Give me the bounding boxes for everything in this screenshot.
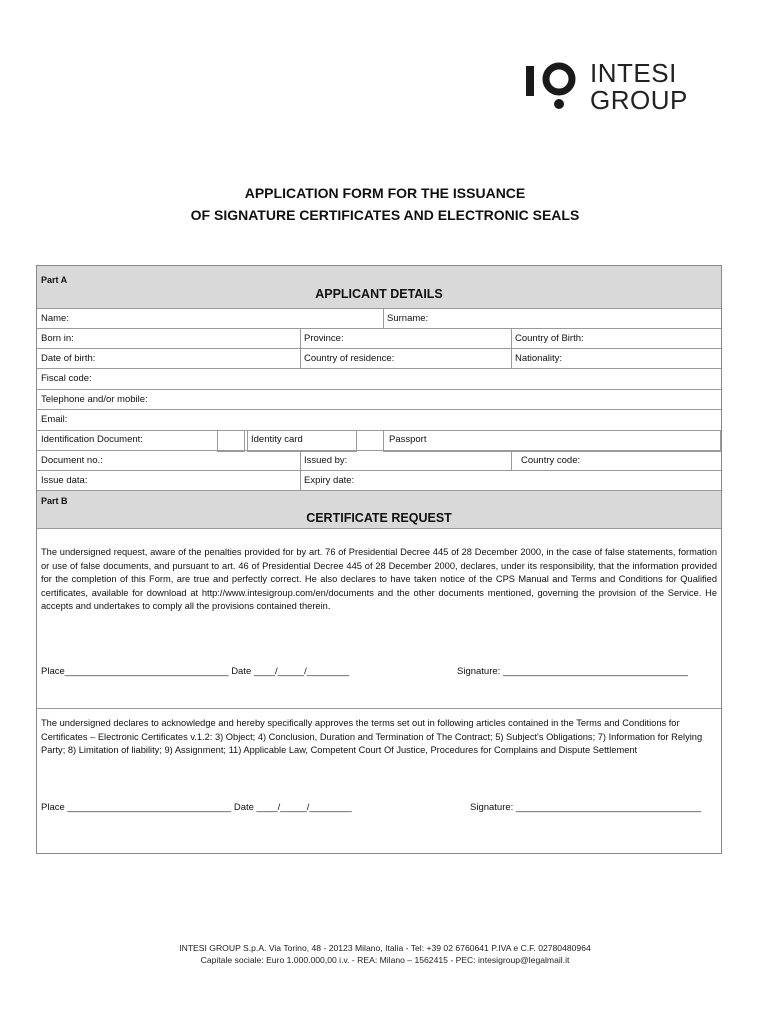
signature-line-2[interactable]: Signature: ___________________________________	[470, 802, 701, 813]
column-divider	[383, 308, 384, 328]
intesi-logo-mark-icon	[524, 60, 584, 112]
country-code-field[interactable]: Country code:	[521, 455, 581, 466]
country-of-birth-field[interactable]: Country of Birth:	[515, 333, 584, 344]
fiscal-code-field[interactable]: Fiscal code:	[41, 373, 92, 384]
logo-text-intesi: INTESI	[590, 58, 677, 88]
nationality-field[interactable]: Nationality:	[515, 353, 562, 364]
part-b-title: CERTIFICATE REQUEST	[306, 511, 452, 525]
footer-company-info: Capitale sociale: Euro 1.000.000,00 i.v. - REA: Milano – 1562415 - PEC: intesigroup@legalmail.it	[200, 955, 570, 965]
expiry-date-field[interactable]: Expiry date:	[304, 475, 355, 486]
part-a-label: Part A	[41, 275, 68, 285]
passport-option[interactable]	[383, 430, 721, 452]
row-divider	[37, 328, 721, 329]
province-field[interactable]: Province:	[304, 333, 344, 344]
country-of-residence-field[interactable]: Country of residence:	[304, 353, 395, 364]
logo-text-group: GROUP	[590, 85, 688, 115]
intesi-group-logo	[524, 58, 694, 115]
date-of-birth-field[interactable]: Date of birth:	[41, 353, 96, 364]
telephone-field[interactable]: Telephone and/or mobile:	[41, 394, 148, 405]
identity-card-label: Identity card	[251, 434, 303, 445]
document-title-line1: APPLICATION FORM FOR THE ISSUANCE	[244, 185, 526, 201]
passport-label: Passport	[389, 434, 427, 445]
footer-address: INTESI GROUP S.p.A. Via Torino, 48 - 20123 Milano, Italia - Tel: +39 02 6760641 P.IVA e C.F. 02780480964	[179, 943, 591, 953]
acknowledgement-paragraph: The undersigned declares to acknowledge and hereby specifically approves the terms set out in following articles contained in the Terms and Conditions for Certificates – Electronic Certificates v.1.2: 3) Object; 4) Conclusion, Duration and Termination of The Contract; 5) Subject's Obligations; 7) Information for Relying Party; 8) Limitation of liability; 9) Assignment; 11) Applicable Law, Competent Court Of Justice, Procedures for Complains and Dispute Settlement	[41, 718, 703, 756]
row-divider	[37, 470, 721, 471]
document-title-line2: OF SIGNATURE CERTIFICATES AND ELECTRONIC SEALS	[190, 207, 580, 223]
place-date-line-2[interactable]: Place _______________________________ Date ____/_____/________	[41, 802, 352, 813]
row-divider	[37, 708, 721, 709]
issue-date-field[interactable]: Issue data:	[41, 475, 88, 486]
application-form	[36, 265, 722, 854]
identity-card-checkbox[interactable]	[217, 430, 245, 452]
document-number-field[interactable]: Document no.:	[41, 455, 103, 466]
place-date-line-1[interactable]: Place_______________________________ Date ____/_____/________	[41, 666, 349, 677]
declaration-paragraph: The undersigned request, aware of the penalties provided for by art. 76 of Presidential Decree 445 of 28 December 2000, in the case of false statements, formation or use of false documents, and pursuant to art. 46 of Presidential Decree 445 of 28 December 2000, declares, under its responsibility, that the information provided for the completion of this Form, are true and perfectly correct. He also declares to have taken notice of the CPS Manual and Terms and Conditions for Qualified certificates, available for download at http://www.intesigroup.com/en/documents and the other documents mentioned, governing the provision of the Service. He accepts and undertakes to comply all the provisions contained therein.	[41, 547, 717, 612]
column-divider	[300, 450, 301, 490]
column-divider	[300, 328, 301, 368]
part-b-label: Part B	[41, 496, 68, 506]
row-divider	[37, 528, 721, 529]
column-divider	[511, 450, 512, 470]
row-divider	[37, 409, 721, 410]
surname-field[interactable]: Surname:	[387, 313, 429, 324]
name-field[interactable]: Name:	[41, 313, 69, 324]
born-in-field[interactable]: Born in:	[41, 333, 74, 344]
issued-by-field[interactable]: Issued by:	[304, 455, 348, 466]
row-divider	[37, 368, 721, 369]
row-divider	[37, 389, 721, 390]
column-divider	[511, 328, 512, 368]
part-a-title: APPLICANT DETAILS	[315, 287, 443, 301]
row-divider	[37, 308, 721, 309]
identification-document-label: Identification Document:	[41, 434, 143, 445]
row-divider	[37, 348, 721, 349]
signature-line-1[interactable]: Signature: ___________________________________	[457, 666, 688, 677]
email-field[interactable]: Email:	[41, 414, 68, 425]
